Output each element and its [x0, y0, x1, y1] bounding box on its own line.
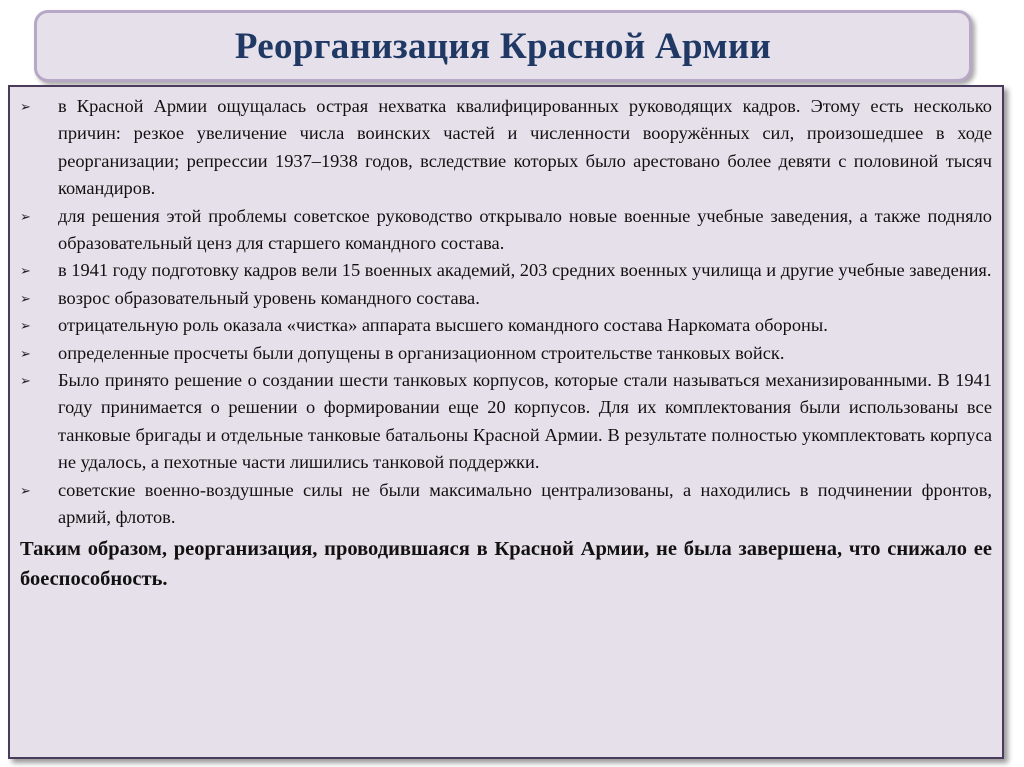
arrow-bullet-icon: ➢: [20, 208, 31, 224]
arrow-bullet-icon: ➢: [20, 345, 31, 361]
arrow-bullet-icon: ➢: [20, 482, 31, 498]
conclusion-text: Таким образом, реорганизация, проводившаяся в Красной Армии, не была завершена, что снижало ее боеспособность.: [20, 537, 992, 590]
bullet-item: [20, 203, 992, 258]
bullet-item: [20, 257, 992, 284]
bullet-item: [20, 367, 992, 477]
bullet-list: [20, 93, 992, 532]
bullet-text: отрицательную роль оказала «чистка» аппарата высшего командного состава Наркомата обороны.: [58, 315, 828, 336]
bullet-text: советские военно-воздушные силы не были максимально централизованы, а находились в подчинении фронтов, армий, флотов.: [58, 479, 992, 528]
bullet-text: для решения этой проблемы советское руководство открывало новые военные учебные заведения, а также подняло образовательный ценз для старшего командного состава.: [58, 205, 992, 254]
arrow-bullet-icon: ➢: [20, 263, 31, 279]
slide-title: Реорганизация Красной Армии: [234, 25, 772, 67]
bullet-item: [20, 477, 992, 532]
bullet-text: определенные просчеты были допущены в организационном строительстве танковых войск.: [58, 342, 785, 363]
arrow-bullet-icon: ➢: [20, 99, 31, 114]
title-banner: [34, 10, 972, 82]
bullet-text: Было принято решение о создании шести танковых корпусов, которые стали называться механизированными. В 1941 году принимается о решении о формировании еще 20 корпусов. Для их комплектования были использованы все танковые бригады и отдельные танковые батальоны Красной Армии. В результате полностью укомплектовать корпуса не удалось, а пехотные части лишились танковой поддержки.: [58, 370, 992, 473]
arrow-bullet-icon: ➢: [20, 290, 31, 306]
bullet-text: возрос образовательный уровень командного состава.: [58, 287, 480, 308]
arrow-bullet-icon: ➢: [20, 318, 31, 334]
bullet-item: [20, 340, 992, 367]
bullet-item: [20, 93, 992, 203]
content-panel: [8, 85, 1004, 759]
arrow-bullet-icon: ➢: [20, 373, 31, 389]
bullet-item: [20, 285, 992, 312]
bullet-text: в Красной Армии ощущалась острая нехватка квалифицированных руководящих кадров. Этому есть несколько причин: резкое увеличение числа воинских частей и численности вооружённых сил, произошедшее в ходе реорганизации; репрессии 1937–1938 годов, вследствие которых было арестовано более девяти с половиной тысяч командиров.: [58, 96, 992, 199]
bullet-text: в 1941 году подготовку кадров вели 15 военных академий, 203 средних военных училища и другие учебные заведения.: [58, 260, 992, 281]
bullet-item: [20, 312, 992, 339]
